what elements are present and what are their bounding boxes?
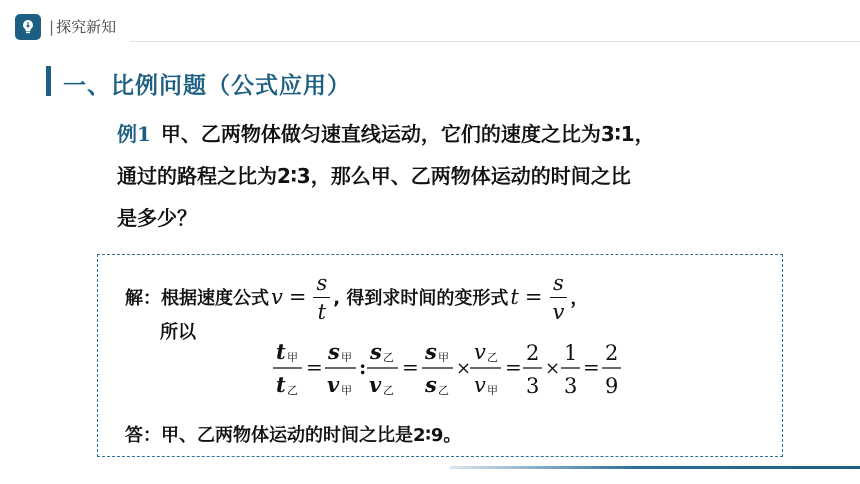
problem-line-1: 例1 甲、乙两物体做匀速直线运动，它们的速度之比为3∶1，: [117, 122, 655, 146]
svg-text:×: ×: [456, 358, 472, 379]
footer-accent-strip: [450, 466, 860, 469]
answer-text: 答：甲、乙两物体运动的时间之比是2∶9。: [125, 425, 462, 446]
svg-text:3: 3: [564, 374, 578, 398]
svg-text:=: =: [306, 355, 323, 379]
svg-text:v: v: [369, 372, 382, 397]
s-ratio: [422, 339, 453, 397]
section-marker: [46, 66, 51, 96]
solution-line-1: 解：根据速度公式 v = $\frac{s}{t}$ , 得到求时间的变形式 t = $\frac{s}{v}$ ，: [125, 270, 589, 324]
fraction-one-third: [561, 341, 580, 398]
svg-text:t: t: [276, 339, 286, 364]
svg-text:甲: 甲: [341, 351, 352, 364]
formula1-fraction: $\frac{s}{t}$: [313, 271, 330, 324]
problem-text: [117, 113, 817, 239]
t-ratio: [273, 339, 302, 397]
svg-text:s: s: [370, 339, 382, 364]
svg-text:=: =: [583, 355, 600, 379]
svg-text:甲: 甲: [438, 351, 449, 364]
svg-text:s: s: [425, 339, 437, 364]
formula2-fraction: $\frac{s}{v}$: [549, 271, 567, 324]
svg-text:s: s: [425, 372, 437, 397]
solution-so: 所以: [160, 322, 196, 343]
svg-text:t: t: [276, 372, 286, 397]
lightbulb-icon: [15, 14, 41, 40]
svg-text:乙: 乙: [487, 351, 498, 364]
problem-line-3: 是多少？: [117, 206, 197, 230]
svg-text:v: v: [474, 340, 486, 364]
svg-text:乙: 乙: [438, 384, 449, 397]
s-over-v-yi: [367, 339, 398, 397]
svg-text:乙: 乙: [383, 351, 394, 364]
svg-text:1: 1: [564, 341, 578, 365]
svg-text:甲: 甲: [341, 384, 352, 397]
svg-text:乙: 乙: [287, 384, 298, 397]
section-title: 一、比例问题（公式应用）: [63, 73, 351, 99]
example-tag: 例1: [117, 122, 151, 146]
svg-text:s: s: [328, 339, 340, 364]
problem-line-2: 通过的路程之比为2∶3，那么甲、乙两物体运动的时间之比: [117, 164, 631, 188]
formula1-lhs: v: [271, 285, 283, 309]
svg-text:2: 2: [605, 341, 619, 365]
svg-text:乙: 乙: [383, 384, 394, 397]
svg-text:甲: 甲: [487, 384, 498, 397]
fraction-two-ninths: [602, 341, 621, 398]
svg-text:甲: 甲: [287, 351, 298, 364]
ratio-formula: [270, 336, 630, 408]
fraction-two-thirds: [523, 341, 542, 398]
svg-text::: :: [359, 355, 367, 379]
svg-text:3: 3: [526, 374, 540, 398]
svg-text:=: =: [505, 355, 522, 379]
header-divider: [130, 41, 860, 42]
svg-text:2: 2: [526, 341, 540, 365]
svg-text:v: v: [474, 373, 486, 397]
s-over-v-jia: [325, 339, 356, 397]
slide-header: [0, 0, 860, 44]
svg-text:=: =: [402, 355, 419, 379]
svg-text:×: ×: [545, 358, 561, 379]
svg-text:9: 9: [605, 374, 619, 398]
header-title: | 探究新知: [49, 18, 117, 36]
solution-intro: 解：根据速度公式: [125, 288, 269, 309]
svg-text:v: v: [327, 372, 340, 397]
solution-middle: , 得到求时间的变形式: [333, 288, 509, 309]
formula2-lhs: t: [510, 285, 519, 309]
v-ratio: [470, 340, 501, 397]
